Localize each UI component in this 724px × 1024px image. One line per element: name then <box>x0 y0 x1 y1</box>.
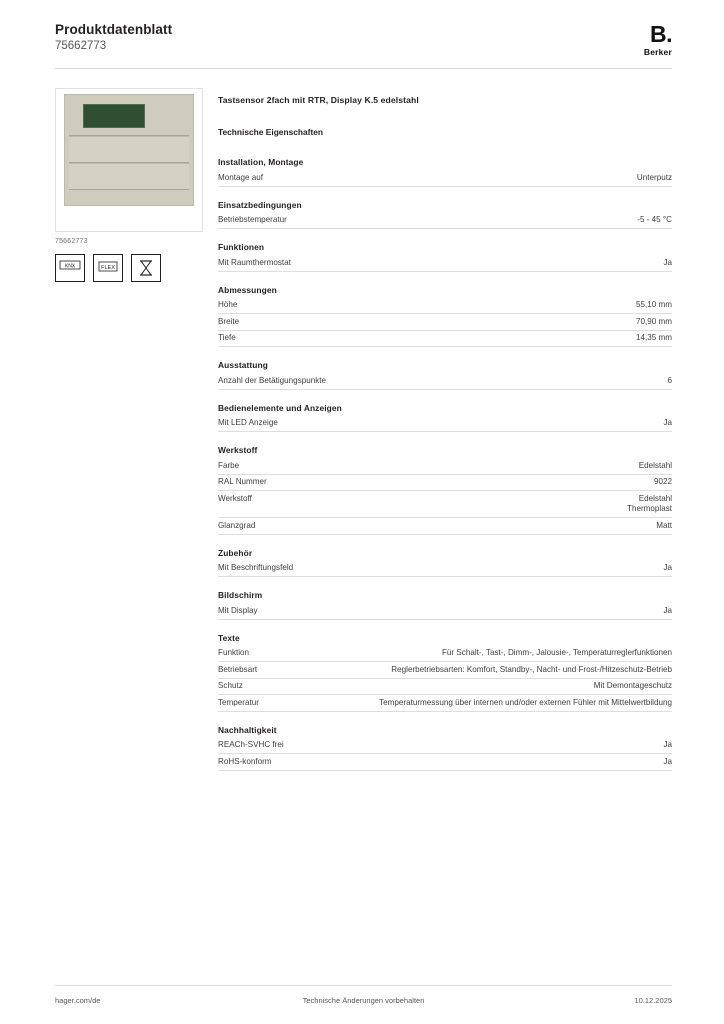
spec-value: Ja <box>663 605 672 615</box>
spec-section-heading: Installation, Montage <box>218 157 304 167</box>
spec-section-heading: Bildschirm <box>218 590 263 600</box>
footer-date: 10.12.2025 <box>634 996 672 1005</box>
spec-section <box>218 360 672 390</box>
page-title: Produktdatenblatt <box>55 22 173 37</box>
spec-value: Für Schalt-, Tast-, Dimm-, Jalousie-, Temperaturreglerfunktionen <box>441 648 672 657</box>
spec-value: Edelstahl Thermoplast <box>627 493 672 513</box>
flex-logo-icon <box>93 254 123 282</box>
spec-section-heading: Funktionen <box>218 242 265 252</box>
spec-section-heading: Werkstoff <box>218 445 258 455</box>
spec-value: Ja <box>663 740 672 749</box>
spec-label: Mit LED Anzeige <box>218 418 278 427</box>
spec-label: REACh-SVHC frei <box>218 740 284 749</box>
spec-label: Breite <box>218 316 240 326</box>
spec-section <box>218 445 672 535</box>
spec-label: RAL Nummer <box>218 477 267 486</box>
product-image <box>55 88 203 232</box>
spec-row <box>218 603 672 620</box>
footer-website-link[interactable]: hager.com/de <box>55 996 101 1005</box>
spec-section <box>218 157 672 187</box>
hourglass-icon <box>131 254 161 282</box>
spec-section-heading: Einsatzbedingungen <box>218 199 302 210</box>
spec-row <box>218 738 672 755</box>
spec-label: Schutz <box>218 681 243 690</box>
spec-value: Unterputz <box>636 172 672 182</box>
spec-row <box>218 754 672 771</box>
spec-sections <box>218 157 672 771</box>
spec-value: Reglerbetriebsarten: Komfort, Standby-, Nacht- und Frost-/Hitzeschutz-Betrieb <box>391 664 672 674</box>
spec-label: Tiefe <box>218 333 236 342</box>
spec-label: RoHS-konform <box>218 756 272 766</box>
tech-properties-heading: Technische Eigenschaften <box>218 127 324 137</box>
spec-label: Funktion <box>218 648 250 657</box>
spec-section <box>218 403 672 433</box>
spec-row <box>218 170 672 187</box>
spec-label: Betriebsart <box>218 664 258 674</box>
spec-label: Temperatur <box>218 697 259 707</box>
spec-label: Mit Beschriftungsfeld <box>218 563 294 572</box>
spec-value: 55,10 mm <box>636 300 672 309</box>
spec-row <box>218 458 672 475</box>
spec-label: Höhe <box>218 300 238 309</box>
svg-text:FLEX: FLEX <box>101 265 115 271</box>
spec-label: Werkstoff <box>218 493 252 503</box>
spec-value: 70,90 mm <box>636 316 672 326</box>
footer-note: Technische Änderungen vorbehalten <box>302 996 425 1005</box>
spec-value: Ja <box>663 563 672 572</box>
spec-row <box>218 561 672 578</box>
product-number: 75662773 <box>55 40 107 52</box>
figure-caption: 75662773 <box>55 238 88 245</box>
spec-label: Betriebstemperatur <box>218 215 287 224</box>
spec-label: Glanzgrad <box>218 520 256 530</box>
product-image-column <box>55 88 205 282</box>
specification-content <box>218 95 672 784</box>
page-header <box>55 22 672 68</box>
spec-section-heading: Nachhaltigkeit <box>218 724 277 735</box>
spec-row <box>218 331 672 348</box>
spec-row <box>218 695 672 712</box>
device-illustration <box>64 94 194 206</box>
spec-row <box>218 373 672 390</box>
spec-section-heading: Ausstattung <box>218 360 268 370</box>
spec-row <box>218 662 672 679</box>
spec-value: Mit Demontageschutz <box>593 681 672 690</box>
spec-label: Mit Raumthermostat <box>218 257 291 267</box>
spec-section-heading: Zubehör <box>218 547 253 558</box>
spec-section <box>218 590 672 620</box>
brand-mark: B. <box>650 21 672 47</box>
spec-section <box>218 200 672 230</box>
brand-logo <box>552 22 672 57</box>
spec-section <box>218 548 672 578</box>
spec-row <box>218 314 672 331</box>
spec-value: 14,35 mm <box>636 333 672 342</box>
knx-logo-icon <box>55 254 85 282</box>
spec-value: -5 - 45 °C <box>637 215 672 224</box>
spec-label: Montage auf <box>218 172 263 182</box>
spec-label: Mit Display <box>218 605 258 615</box>
device-display-icon <box>83 104 145 128</box>
spec-section <box>218 285 672 348</box>
spec-section <box>218 633 672 712</box>
spec-value: 6 <box>667 375 672 385</box>
spec-section-heading: Texte <box>218 632 240 643</box>
spec-row <box>218 518 672 535</box>
brand-name: Berker <box>643 47 672 57</box>
spec-section-heading: Bedienelemente und Anzeigen <box>218 402 342 413</box>
spec-value: Matt <box>656 520 672 530</box>
spec-row <box>218 255 672 272</box>
spec-value: Edelstahl <box>638 460 672 470</box>
certification-icons <box>55 254 205 282</box>
spec-label: Anzahl der Betätigungspunkte <box>218 375 326 385</box>
spec-row <box>218 646 672 663</box>
spec-value: Temperaturmessung über internen und/oder externen Fühler mit Mittelwertbildung <box>379 697 672 707</box>
spec-section-heading: Abmessungen <box>218 284 277 295</box>
footer-divider <box>55 985 672 986</box>
svg-text:KNX: KNX <box>64 263 76 270</box>
spec-value: 9022 <box>653 477 672 486</box>
spec-section <box>218 725 672 771</box>
spec-value: Ja <box>663 257 672 267</box>
spec-section <box>218 242 672 272</box>
spec-value: Ja <box>663 756 672 766</box>
spec-row <box>218 416 672 433</box>
spec-label: Farbe <box>218 460 240 470</box>
spec-row <box>218 475 672 492</box>
header-divider <box>55 68 672 69</box>
spec-value: Ja <box>663 418 672 427</box>
page-footer <box>55 996 672 1005</box>
spec-row <box>218 298 672 315</box>
spec-row <box>218 491 672 518</box>
spec-row <box>218 679 672 696</box>
product-name: Tastsensor 2fach mit RTR, Display K.5 edelstahl <box>218 95 419 105</box>
spec-row <box>218 213 672 230</box>
